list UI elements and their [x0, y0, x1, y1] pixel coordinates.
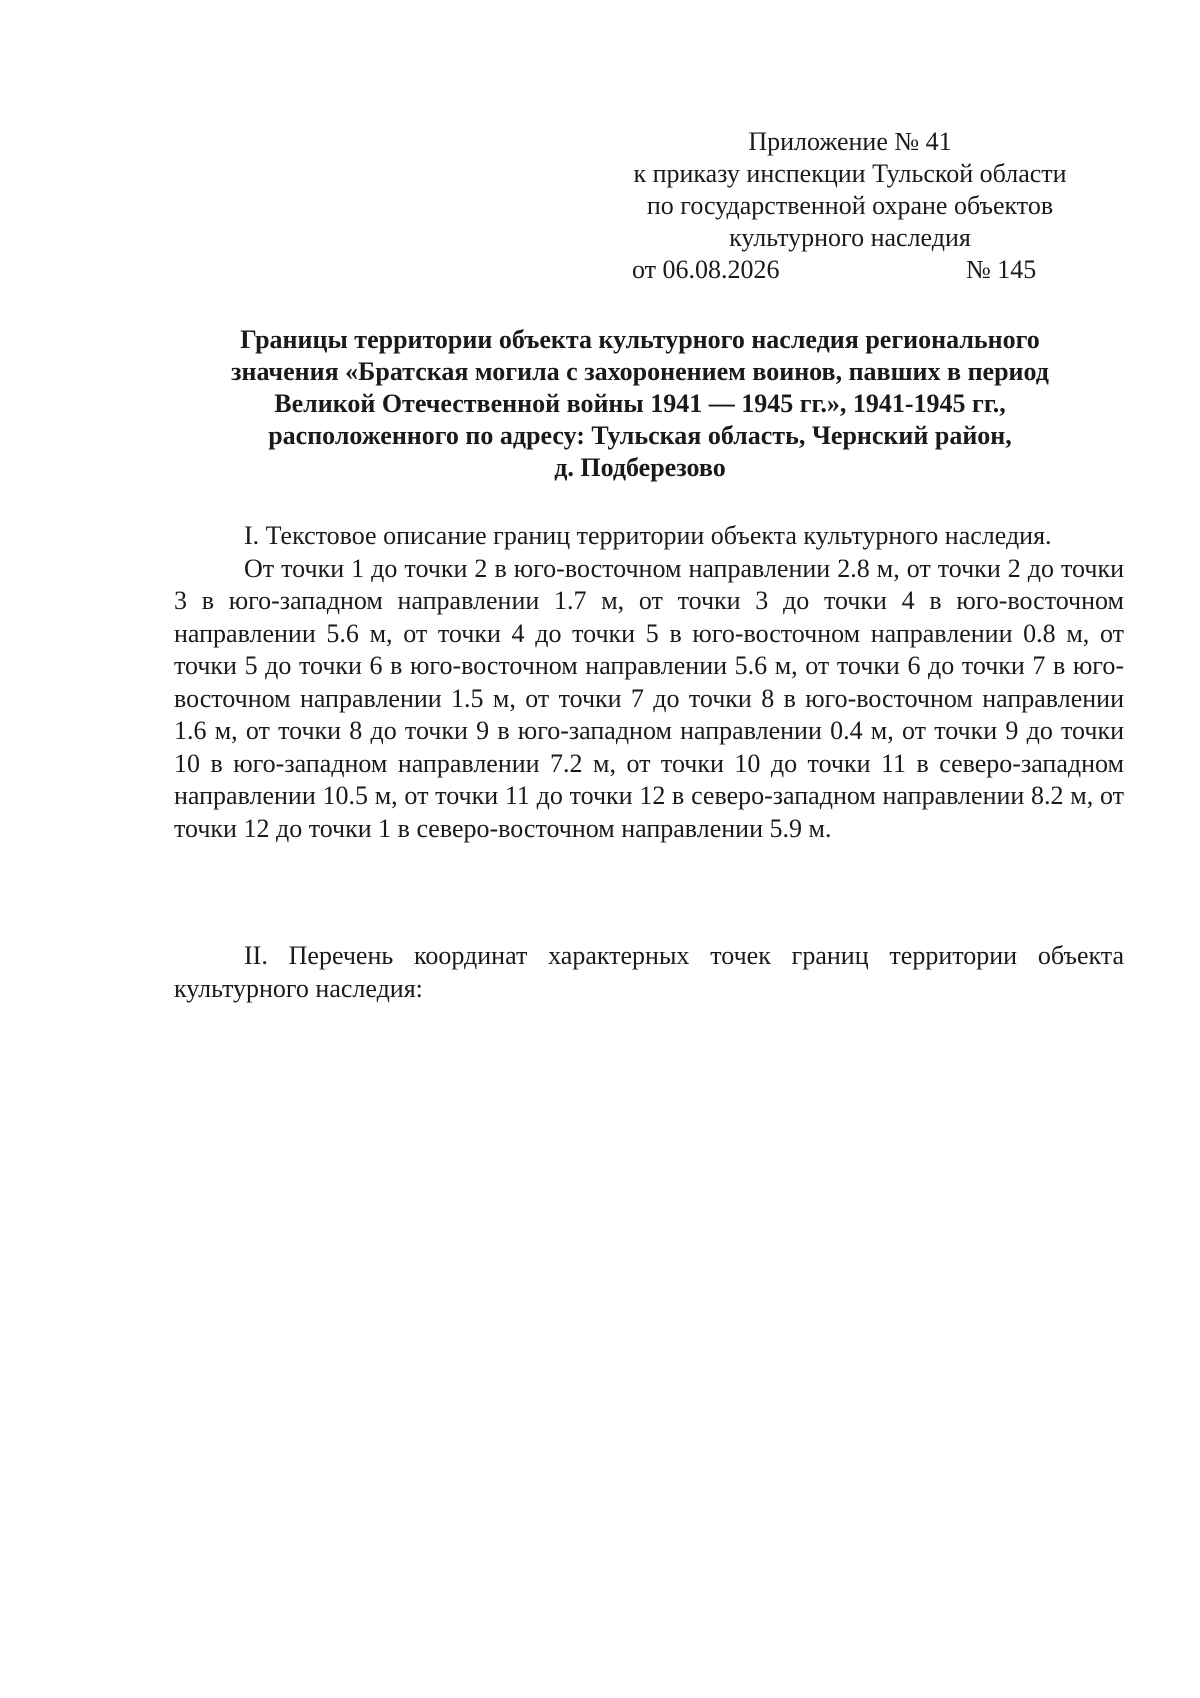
order-number: № 145	[966, 255, 1037, 284]
order-date-line	[600, 254, 1100, 286]
appendix-number: Приложение № 41	[748, 127, 952, 156]
section-text-description	[174, 520, 1124, 845]
title-line-4: расположенного по адресу: Тульская область, Чернский район,	[268, 421, 1012, 450]
appendix-header	[600, 126, 1100, 286]
section-1-body: От точки 1 до точки 2 в юго-восточном направлении 2.8 м, от точки 2 до точки 3 в юго-западном направлении 1.7 м, от точки 3 до точки 4 в юго-восточном направлении 5.6 м, от точки 4 до точки 5 в юго-восточном направлении 0.8 м, от точки 5 до точки 6 в юго-восточном направлении 5.6 м, от точки 6 до точки 7 в юго-восточном направлении 1.5 м, от точки 7 до точки 8 в юго-восточном направлении 1.6 м, от точки 8 до точки 9 в юго-западном направлении 0.4 м, от точки 9 до точки 10 в юго-западном направлении 7.2 м, от точки 10 до точки 11 в северо-западном направлении 10.5 м, от точки 11 до точки 12 в северо-западном направлении 8.2 м, от точки 12 до точки 1 в северо-восточном направлении 5.9 м.	[174, 553, 1124, 843]
title-line-1: Границы территории объекта культурного наследия регионального	[240, 325, 1040, 354]
order-date: от 06.08.2026	[632, 255, 780, 284]
title-line-2: значения «Братская могила с захоронением воинов, павших в период	[231, 357, 1049, 386]
section-2-heading: II. Перечень координат характерных точек границ территории объекта культурного наследия:	[174, 941, 1124, 1003]
appendix-order-ref: к приказу инспекции Тульской области	[633, 159, 1067, 188]
section-coordinates	[174, 940, 1124, 1005]
appendix-order-ref-end: культурного наследия	[729, 223, 971, 252]
title-line-3: Великой Отечественной войны 1941 — 1945 гг.», 1941-1945 гг.,	[274, 389, 1006, 418]
title-line-5: д. Подберезово	[554, 453, 726, 482]
section-1-heading: I. Текстовое описание границ территории объекта культурного наследия.	[244, 521, 1052, 550]
appendix-order-ref-cont: по государственной охране объектов	[646, 191, 1054, 220]
document-title	[170, 324, 1110, 484]
